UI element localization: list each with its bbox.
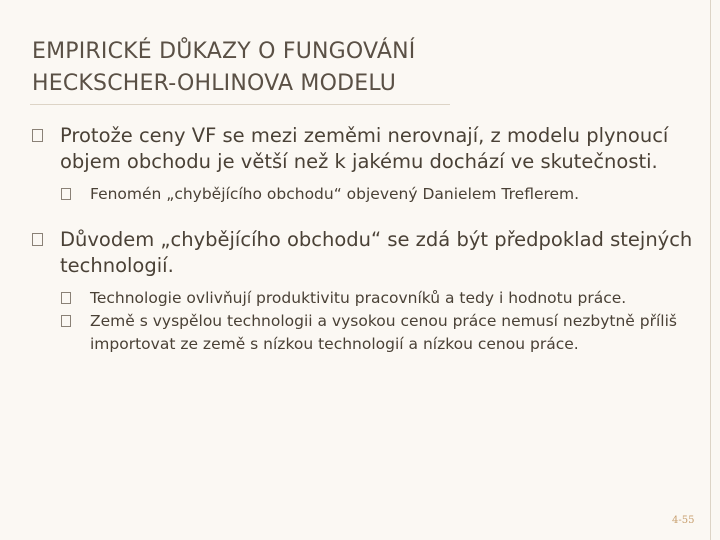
bullet-text: Protože ceny VF se mezi zeměmi nerovnají, z modelu plynoucí objem obchodu je větší než k jakému dochází ve skutečnosti. [60,124,669,173]
sub-bullet-item [61,183,702,206]
sub-bullet-text: Technologie ovlivňují produktivitu pracovníků a tedy i hodnotu práce. [90,289,627,307]
slide-body [32,123,702,356]
bullet-box-icon [32,129,43,142]
right-edge-rule [710,0,711,540]
bullet-box-icon [61,315,71,327]
bullet-text: Důvodem „chybějícího obchodu“ se zdá být předpoklad stejných technologií. [60,228,693,277]
page-number: 4-55 [672,515,695,526]
bullet-item [32,227,702,279]
slide-title-line-1: EMPIRICKÉ DŮKAZY O FUNGOVÁNÍ [32,39,416,64]
bullet-item [32,123,702,175]
title-divider [30,104,450,105]
slide-title-line-2: HECKSCHER-OHLINOVA MODELU [32,71,397,96]
sub-bullet-item [61,287,702,310]
bullet-box-icon [32,233,43,246]
sub-bullet-text: Země s vyspělou technologii a vysokou cenou práce nemusí nezbytně příliš importovat ze země s nízkou technologií a nízkou cenou práce. [90,312,677,353]
spacer [32,206,702,227]
sub-bullet-text: Fenomén „chybějícího obchodu“ objevený Danielem Treflerem. [90,185,580,203]
bullet-box-icon [61,188,71,200]
sub-bullet-item [61,310,702,356]
bullet-box-icon [61,292,71,304]
slide-title [32,36,672,100]
